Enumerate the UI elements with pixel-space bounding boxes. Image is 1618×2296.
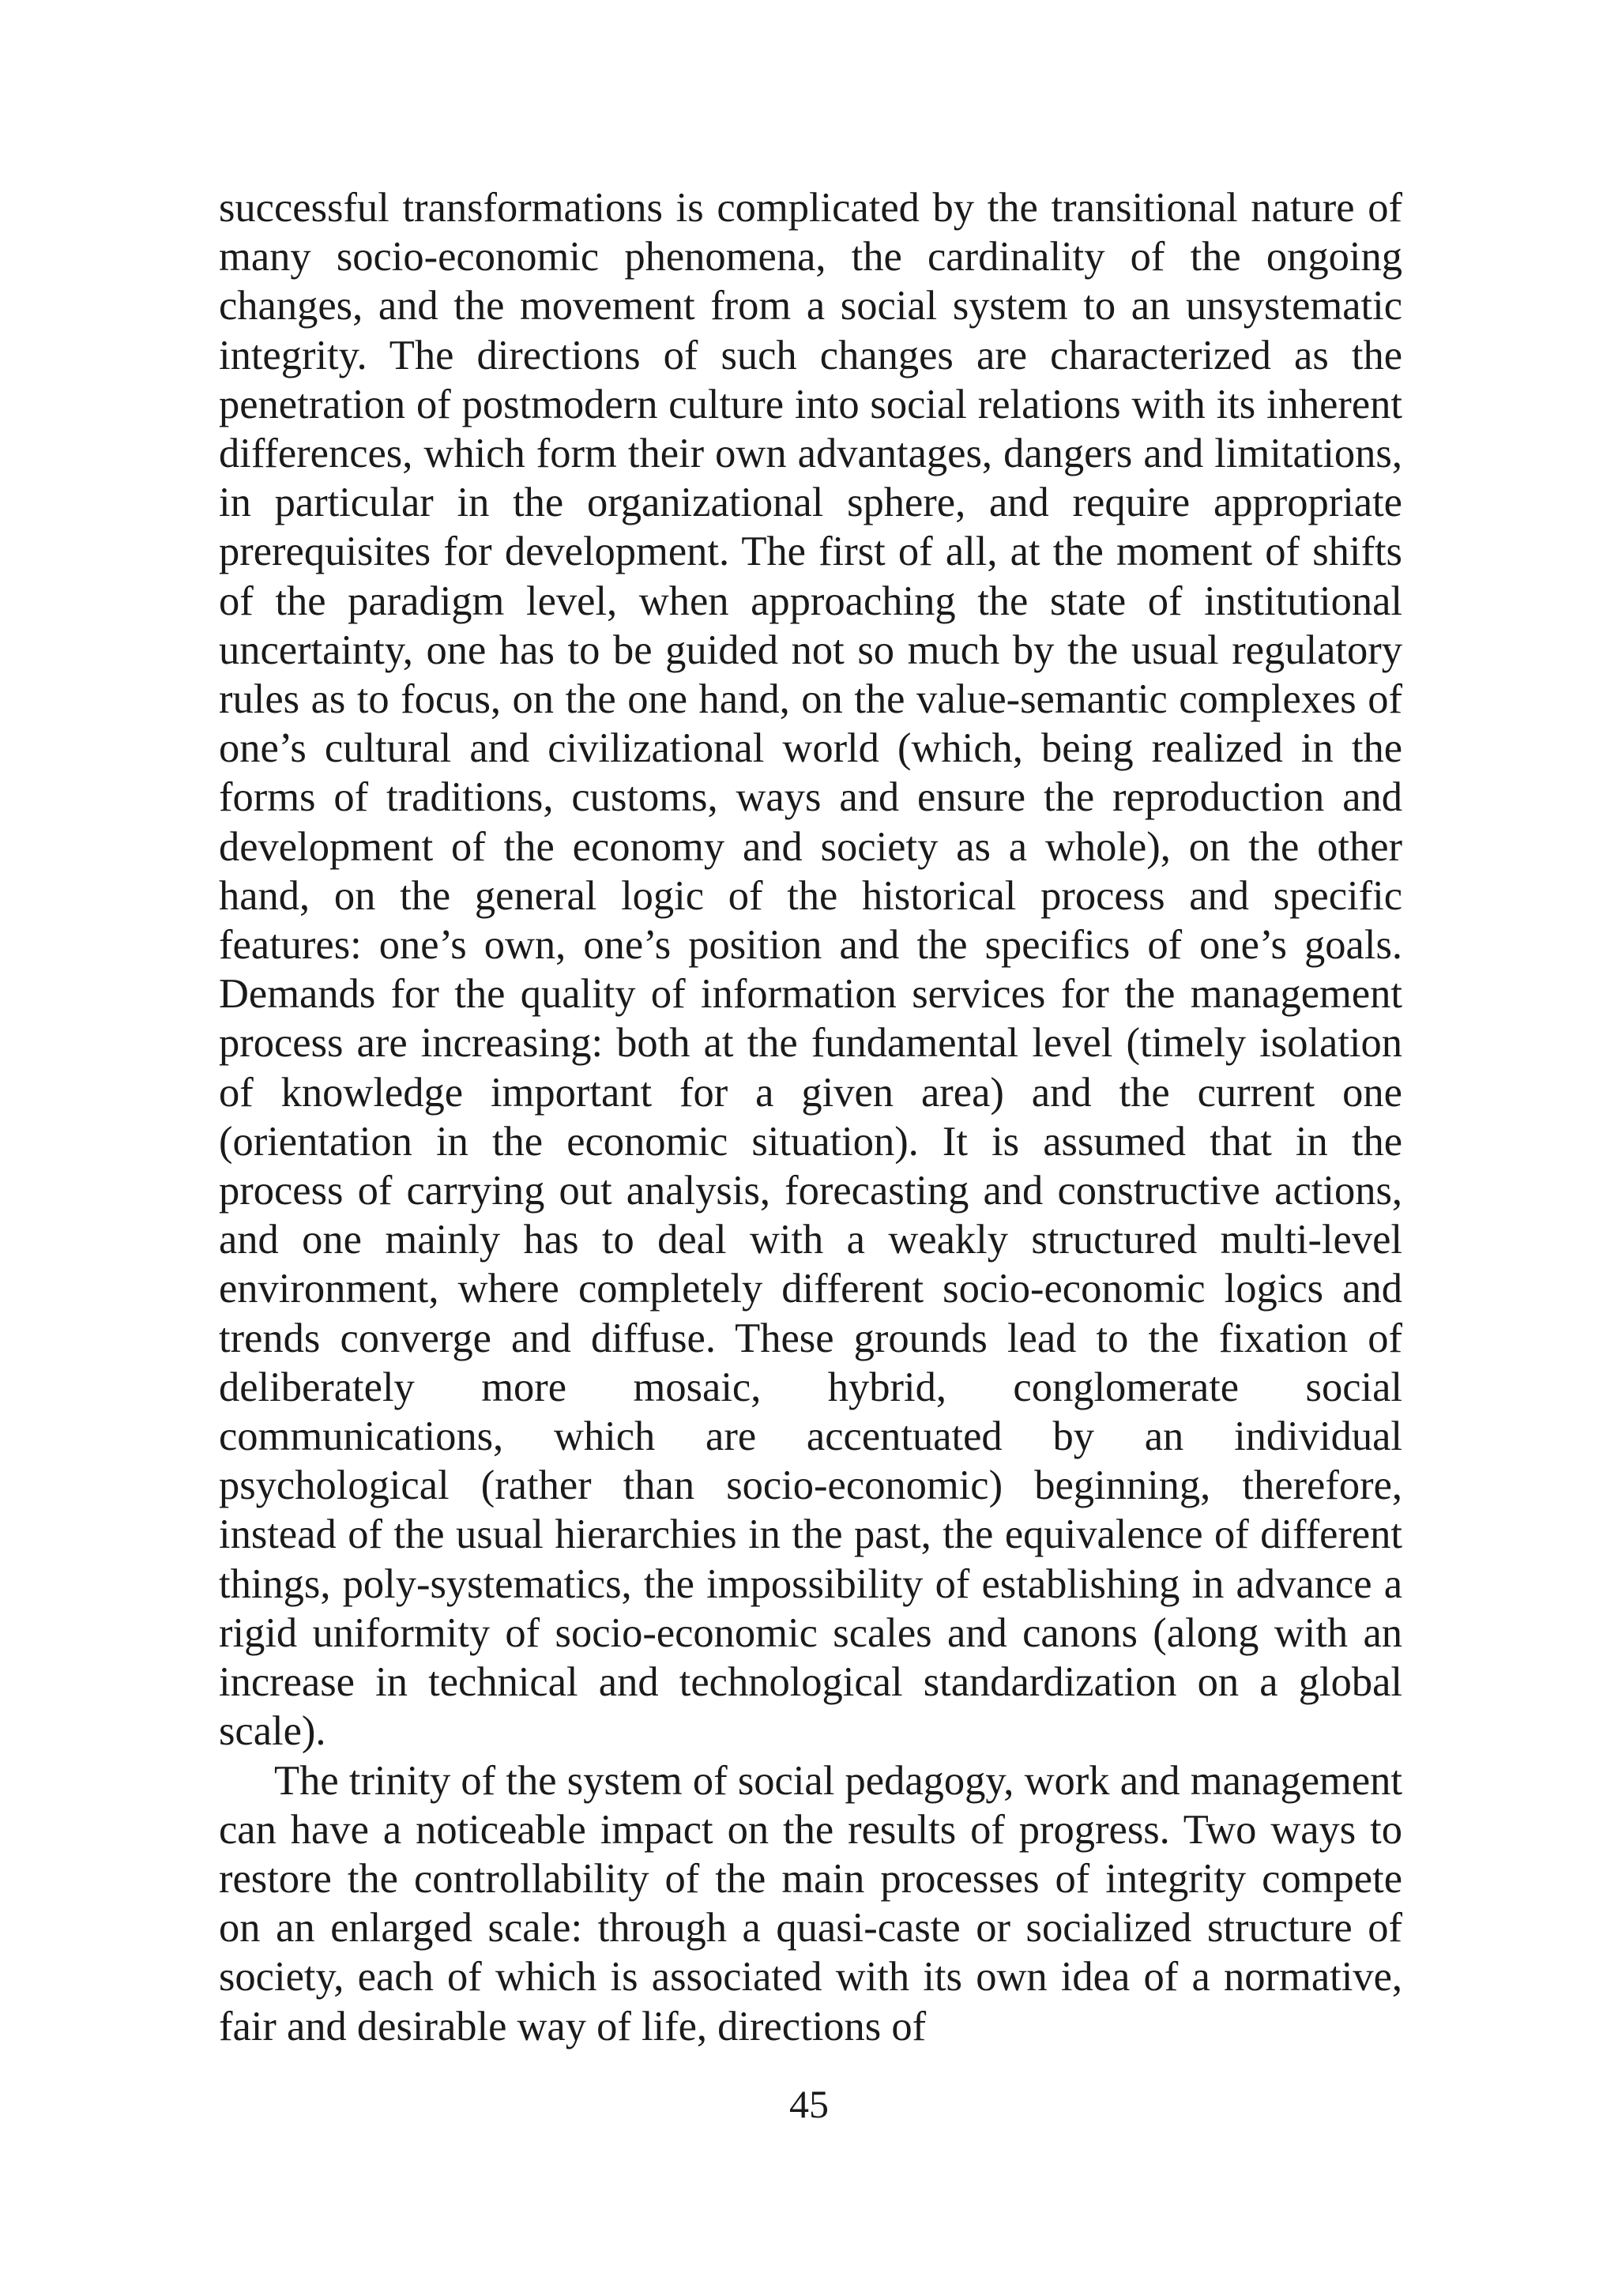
body-text	[219, 183, 1402, 2051]
page-number: 45	[789, 2082, 829, 2126]
paragraph-trinity: The trinity of the system of social pedagogy, work and management can have a noticeable impact on the results of progress. Two ways to restore the controllability of the main processes of integrity compete on an enlarged scale: through a quasi-caste or socialized structure of society, each of which is associated with its own idea of a normative, fair and desirable way of life, directions of	[219, 1757, 1402, 2049]
paragraph-continued: successful transformations is complicated by the transitional nature of many socio-economic phenomena, the cardinality of the ongoing changes, and the movement from a social system to an unsystematic integrity. The directions of such changes are characterized as the penetration of postmodern culture into social relations with its inherent differences, which form their own advantages, dangers and limitations, in particular in the organizational sphere, and require appropriate prerequisites for development. The first of all, at the moment of shifts of the paradigm level, when approaching the state of institutional uncertainty, one has to be guided not so much by the usual regulatory rules as to focus, on the one hand, on the value-semantic complexes of one’s cultural and civilizational world (which, being realized in the forms of traditions, customs, ways and ensure the reproduction and development of the economy and society as a whole), on the other hand, on the general logic of the historical process and specific features: one’s own, one’s position and the specifics of one’s goals. Demands for the quality of information services for the management process are increasing: both at the fundamental level (timely isolation of knowledge important for a given area) and the current one (orientation in the economic situation). It is assumed that in the process of carrying out analysis, forecasting and constructive actions, and one mainly has to deal with a weakly structured multi-level environment, where completely different socio-economic logics and trends converge and diffuse. These grounds lead to the fixation of deliberately more mosaic, hybrid, conglomerate social communications, which are accentuated by an individual psychological (rather than socio-economic) beginning, therefore, instead of the usual hierarchies in the past, the equivalence of different things, poly-systematics, the impossibility of establishing in advance a rigid uniformity of socio-economic scales and canons (along with an increase in technical and technological standardization on a global scale).	[219, 185, 1402, 1755]
